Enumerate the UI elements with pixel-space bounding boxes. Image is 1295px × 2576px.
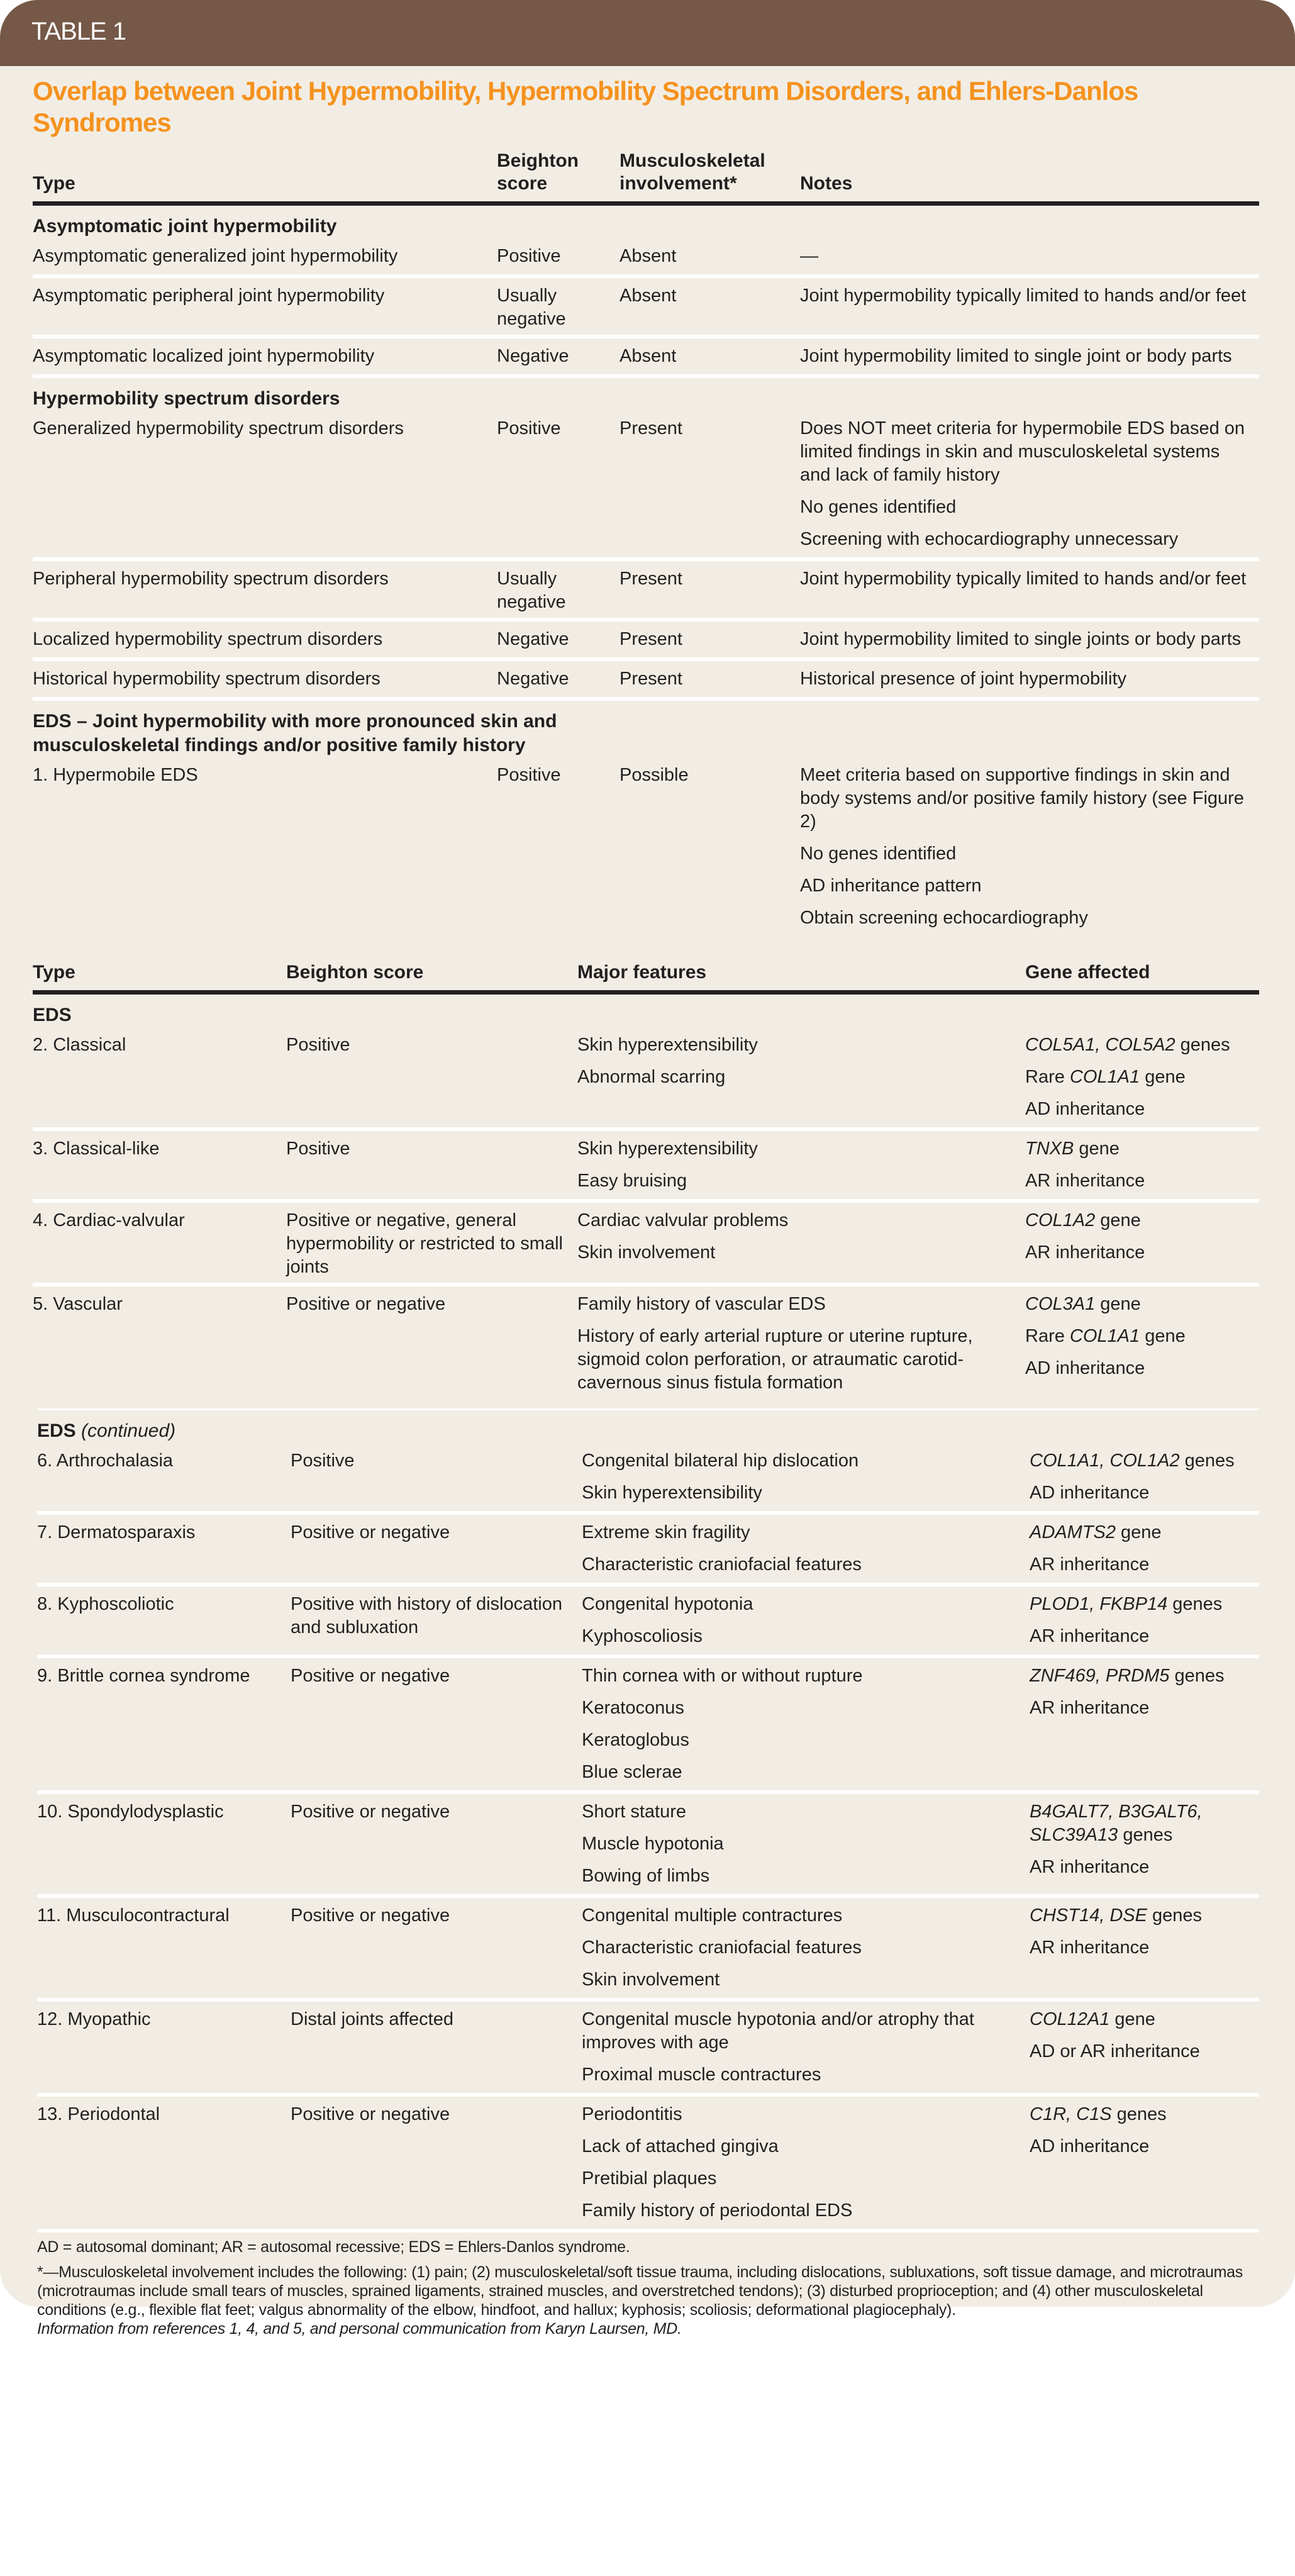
group-label: Asymptomatic joint hypermobility [33,216,337,237]
gene-line [1030,1481,1253,1505]
gene-line [1030,1625,1253,1648]
feature-line: Keratoconus [582,1698,684,1718]
gene-post: gene [1140,1067,1186,1087]
cell-notes [800,245,1259,270]
feature-line: Blue sclerae [582,1762,682,1782]
gene-line [1030,1449,1253,1473]
gene-post: gene [1074,1139,1120,1159]
cell-type: 10. Spondylodysplastic [37,1802,224,1822]
col-header-musculo-l1: Musculoskeletal [620,150,765,171]
cell-features [577,1209,1025,1279]
footnote-source: Information from references 1, 4, and 5, and personal communication from Karyn Laursen, MD. [37,2320,682,2338]
col-header-musculo-l2: involvement* [620,173,737,194]
feature-line: Bowing of limbs [582,1866,710,1886]
cell-beighton: Positive or negative [291,1522,450,1542]
table-label: TABLE 1 [31,18,126,45]
gene-post: genes [1179,1451,1235,1471]
gene-name: CHST14, DSE [1030,1905,1147,1926]
gene-post: gene [1095,1210,1141,1230]
col-header-beighton [497,150,620,195]
gene-line [1030,1521,1253,1544]
footnote-abbrev: AD = autosomal dominant; AR = autosomal recessive; EDS = Ehlers-Danlos syndrome. [37,2238,630,2256]
gene-line [1030,1856,1253,1879]
gene-name: TNXB [1025,1139,1074,1159]
feature-line: Cardiac valvular problems [577,1210,789,1230]
cell-type: 5. Vascular [33,1294,123,1314]
gene-line [1025,1169,1249,1193]
table-row [33,1027,1259,1131]
gene-post: genes [1175,1035,1230,1055]
col-header-beighton-l2: score [497,173,548,194]
table-row [37,1515,1259,1586]
footnote-asterisk: *—Musculoskeletal involvement includes the following: (1) pain; (2) musculoskeletal/soft tissue trauma, including dislocations, subluxations, soft tissue damage, and microtraumas (microtraumas include small tears of muscles, sprained ligaments, strained muscles, and overstretched tendons); (3) disturbed proprioception; and (4) other musculoskeletal conditions (e.g., flexible flat feet; valgus abnormality of the elbow, hindfoot, and hallux; kyphosis; scoliosis; deformational plagiocephaly). [37,2263,1243,2319]
gene-name: PLOD1, FKBP14 [1030,1594,1168,1614]
table-row [37,1898,1259,2002]
col-header-type: Type [33,173,75,194]
table-row [37,1658,1259,1794]
cell-notes [800,628,1259,654]
gene-line [1030,1697,1253,1720]
gene-line [1025,1137,1249,1161]
feature-line: Characteristic craniofacial features [582,1938,862,1958]
gene-pre: AR inheritance [1030,1626,1150,1646]
gene-post: genes [1111,2104,1167,2124]
table3-body [37,1443,1259,2229]
gene-post: genes [1118,1825,1173,1845]
cell-musculo: Absent [620,346,677,366]
table-row [33,1203,1259,1286]
gene-post: genes [1167,1594,1223,1614]
cell-gene [1025,1293,1259,1397]
note-line: Joint hypermobility limited to single joints or body parts [800,629,1242,649]
cell-beighton: Positive [497,418,561,438]
footnotes [37,2229,1259,2338]
table-row [33,757,1259,936]
gene-name: COL5A1, COL5A2 [1025,1035,1176,1055]
gene-pre: AR inheritance [1030,1857,1150,1877]
table-row [33,238,1259,278]
col-header-notes: Notes [800,173,853,194]
gene-line [1025,1209,1249,1232]
cell-gene [1025,1137,1259,1195]
gene-pre: AR inheritance [1025,1171,1145,1191]
gene-line [1025,1034,1249,1057]
gene-name: COL1A1 [1069,1326,1140,1346]
table-row [33,1286,1259,1401]
note-line: Joint hypermobility limited to single joint or body parts [800,346,1232,366]
cell-type: 8. Kyphoscoliotic [37,1594,174,1614]
gene-name: COL1A2 [1025,1210,1096,1230]
continued-suffix: (continued) [81,1420,176,1441]
cell-type: 6. Arthrochalasia [37,1451,174,1471]
table-row [37,1794,1259,1898]
table-row [37,1586,1259,1658]
cell-gene [1030,1664,1264,1787]
feature-line: Thin cornea with or without rupture [582,1666,863,1686]
note-line: Joint hypermobility typically limited to hands and/or feet [800,569,1247,589]
table1-header-row [33,150,1259,206]
continued-label: EDS [37,1420,76,1441]
table-row [33,561,1259,622]
feature-line: History of early arterial rupture or uterine rupture, sigmoid colon perforation, or atraumatic carotid-cavernous sinus fistula formation [577,1326,973,1393]
cell-beighton: Positive [291,1451,355,1471]
gene-line [1030,1936,1253,1960]
cell-type: 11. Musculocontractural [37,1905,230,1926]
feature-line: Skin hyperextensibility [582,1483,762,1503]
gene-pre: AR inheritance [1030,1698,1150,1718]
cell-features [582,2008,1030,2089]
cell-type: Historical hypermobility spectrum disorders [33,669,381,689]
cell-beighton: Positive or negative [291,2104,450,2124]
gene-post: gene [1095,1294,1141,1314]
gene-pre: AR inheritance [1025,1242,1145,1263]
table-row [33,338,1259,378]
cell-beighton: Usually negative [497,569,566,612]
cell-musculo: Absent [620,246,677,266]
table-eds-continued [37,1408,1259,2338]
feature-line: Extreme skin fragility [582,1522,750,1542]
cell-features [582,2103,1030,2225]
note-line: — [800,246,818,266]
cell-features [582,1664,1030,1787]
cell-musculo: Present [620,569,682,589]
cell-type: Asymptomatic peripheral joint hypermobility [33,286,385,306]
table-row [37,2097,1259,2229]
gene-name: C1R, C1S [1030,2104,1112,2124]
cell-musculo: Present [620,669,682,689]
feature-line: Muscle hypotonia [582,1834,724,1854]
table2-body [33,1027,1259,1401]
cell-notes [800,284,1259,331]
col-header-beighton: Beighton score [286,962,424,983]
table2-header-row [33,961,1259,995]
group-label-eds-continued [37,1410,1259,1443]
gene-pre: AR inheritance [1030,1554,1150,1575]
feature-line: Congenital bilateral hip dislocation [582,1451,859,1471]
feature-line: Periodontitis [582,2104,682,2124]
table-row [33,411,1259,561]
cell-gene [1030,1800,1264,1890]
cell-beighton: Usually negative [497,286,566,329]
feature-line: Family history of periodontal EDS [582,2200,853,2221]
cell-beighton: Positive or negative [291,1666,450,1686]
feature-line: Skin hyperextensibility [577,1035,758,1055]
feature-line: Congenital muscle hypotonia and/or atrophy that improves with age [582,2009,974,2053]
gene-name: COL1A1, COL1A2 [1030,1451,1180,1471]
note-line: Does NOT meet criteria for hypermobile EDS based on limited findings in skin and musculoskeletal systems and lack of family history [800,418,1245,485]
cell-type: Asymptomatic localized joint hypermobility [33,346,375,366]
cell-beighton: Positive or negative [286,1294,446,1314]
cell-beighton: Positive [286,1139,350,1159]
cell-notes [800,667,1259,693]
gene-line [1025,1098,1249,1121]
cell-musculo: Possible [620,765,689,785]
cell-beighton: Positive or negative [291,1905,450,1926]
gene-pre: AD inheritance [1030,1483,1150,1503]
cell-features [577,1137,1025,1195]
cell-notes [800,417,1259,554]
table1-body [33,206,1259,936]
feature-line: Keratoglobus [582,1730,689,1750]
cell-gene [1025,1209,1259,1279]
gene-name: B4GALT7, B3GALT6, SLC39A13 [1030,1802,1203,1845]
feature-line: Skin involvement [582,1970,720,1990]
gene-post: genes [1147,1905,1203,1926]
note-line: Meet criteria based on supportive findings in skin and body systems and/or positive family history (see Figure 2) [800,765,1244,832]
gene-name: ZNF469, PRDM5 [1030,1666,1170,1686]
cell-gene [1030,1904,1264,1994]
cell-beighton: Distal joints affected [291,2009,453,2029]
cell-beighton: Positive or negative [291,1802,450,1822]
group-label: Hypermobility spectrum disorders [33,388,340,409]
gene-pre: AD or AR inheritance [1030,2041,1200,2061]
table-row [33,278,1259,338]
cell-features [582,1449,1030,1507]
group-label-eds: EDS [33,1005,72,1025]
note-line: No genes identified [800,497,957,517]
note-line: Screening with echocardiography unnecessary [800,529,1179,549]
table-row [37,1443,1259,1515]
cell-gene [1025,1034,1259,1124]
gene-pre: AD inheritance [1025,1099,1145,1119]
note-line: Historical presence of joint hypermobility [800,669,1126,689]
note-line: Joint hypermobility typically limited to hands and/or feet [800,286,1247,306]
cell-gene [1030,2103,1264,2225]
feature-line: Skin hyperextensibility [577,1139,758,1159]
col-header-gene: Gene affected [1025,962,1150,983]
gene-pre: Rare [1025,1326,1070,1346]
cell-type: 2. Classical [33,1035,126,1055]
table-row [33,622,1259,661]
gene-line [1030,2135,1253,2158]
group-label: EDS – Joint hypermobility with more pronounced skin and musculoskeletal findings and/or positive family history [33,711,557,756]
cell-gene [1030,1593,1264,1651]
feature-line: Easy bruising [577,1171,687,1191]
feature-line: Kyphoscoliosis [582,1626,703,1646]
cell-notes [800,764,1259,932]
cell-musculo: Present [620,418,682,438]
cell-features [577,1293,1025,1397]
col-header-type: Type [33,962,75,983]
cell-features [582,1521,1030,1579]
cell-features [582,1593,1030,1651]
col-header-major-features: Major features [577,962,707,983]
table-eds-types [33,961,1259,1401]
feature-line: Proximal muscle contractures [582,2065,821,2085]
cell-notes [800,567,1259,614]
cell-notes [800,345,1259,371]
gene-pre: AR inheritance [1030,1938,1150,1958]
cell-musculo: Absent [620,286,677,306]
gene-line [1025,1066,1249,1089]
gene-line [1030,2103,1253,2126]
feature-line: Skin involvement [577,1242,716,1263]
cell-type: Peripheral hypermobility spectrum disorders [33,569,389,589]
cell-beighton: Negative [497,669,569,689]
cell-type: Localized hypermobility spectrum disorders [33,629,383,649]
cell-gene [1030,1449,1264,1507]
gene-name: COL1A1 [1069,1067,1140,1087]
col-header-beighton-l1: Beighton [497,150,579,171]
gene-post: gene [1109,2009,1155,2029]
gene-line [1030,1904,1253,1927]
cell-beighton: Positive with history of dislocation and subluxation [291,1594,562,1637]
cell-features [577,1034,1025,1124]
feature-line: Family history of vascular EDS [577,1294,826,1314]
gene-line [1030,1593,1253,1616]
gene-line [1030,1553,1253,1576]
cell-gene [1030,2008,1264,2089]
note-line: AD inheritance pattern [800,876,982,896]
gene-pre: AD inheritance [1030,2136,1150,2156]
gene-name: ADAMTS2 [1030,1522,1116,1542]
cell-beighton: Negative [497,346,569,366]
cell-type: Asymptomatic generalized joint hypermobility [33,246,398,266]
table-title: Overlap between Joint Hypermobility, Hypermobility Spectrum Disorders, and Ehlers-Danlos Syndromes [33,76,1138,137]
feature-line: Congenital hypotonia [582,1594,753,1614]
feature-line: Congenital multiple contractures [582,1905,843,1926]
gene-line [1030,2008,1253,2031]
feature-line: Characteristic craniofacial features [582,1554,862,1575]
cell-features [582,1800,1030,1890]
gene-name: COL12A1 [1030,2009,1110,2029]
table-row [33,1131,1259,1203]
cell-type: 1. Hypermobile EDS [33,765,198,785]
gene-line [1025,1293,1249,1316]
gene-line [1025,1241,1249,1264]
feature-line: Short stature [582,1802,687,1822]
cell-type: 4. Cardiac-valvular [33,1210,185,1230]
gene-line [1030,2040,1253,2063]
gene-line [1025,1325,1249,1348]
note-line: Obtain screening echocardiography [800,908,1088,928]
feature-line: Lack of attached gingiva [582,2136,779,2156]
cell-beighton: Positive [497,765,561,785]
gene-line [1025,1357,1249,1380]
col-header-musculo [620,150,800,195]
gene-post: genes [1169,1666,1225,1686]
table-row [37,2002,1259,2097]
cell-type: 13. Periodontal [37,2104,160,2124]
table-header-band [0,0,1295,66]
table-row [33,661,1259,701]
gene-line [1030,1800,1253,1847]
cell-beighton: Positive [497,246,561,266]
cell-type: 12. Myopathic [37,2009,151,2029]
gene-pre: AD inheritance [1025,1358,1145,1378]
note-line: No genes identified [800,844,957,864]
table-overlap [33,150,1259,936]
cell-features [582,1904,1030,1994]
gene-line [1030,1664,1253,1688]
gene-post: gene [1115,1522,1162,1542]
cell-musculo: Present [620,629,682,649]
cell-beighton: Positive or negative, general hypermobility or restricted to small joints [286,1210,563,1277]
table-content [33,75,1259,2338]
cell-type: 7. Dermatosparaxis [37,1522,196,1542]
cell-gene [1030,1521,1264,1579]
cell-type: 3. Classical-like [33,1139,160,1159]
feature-line: Abnormal scarring [577,1067,726,1087]
gene-name: COL3A1 [1025,1294,1096,1314]
gene-pre: Rare [1025,1067,1070,1087]
cell-beighton: Negative [497,629,569,649]
feature-line: Pretibial plaques [582,2168,717,2188]
cell-type: 9. Brittle cornea syndrome [37,1666,250,1686]
gene-post: gene [1140,1326,1186,1346]
cell-type: Generalized hypermobility spectrum disorders [33,418,404,438]
cell-beighton: Positive [286,1035,350,1055]
